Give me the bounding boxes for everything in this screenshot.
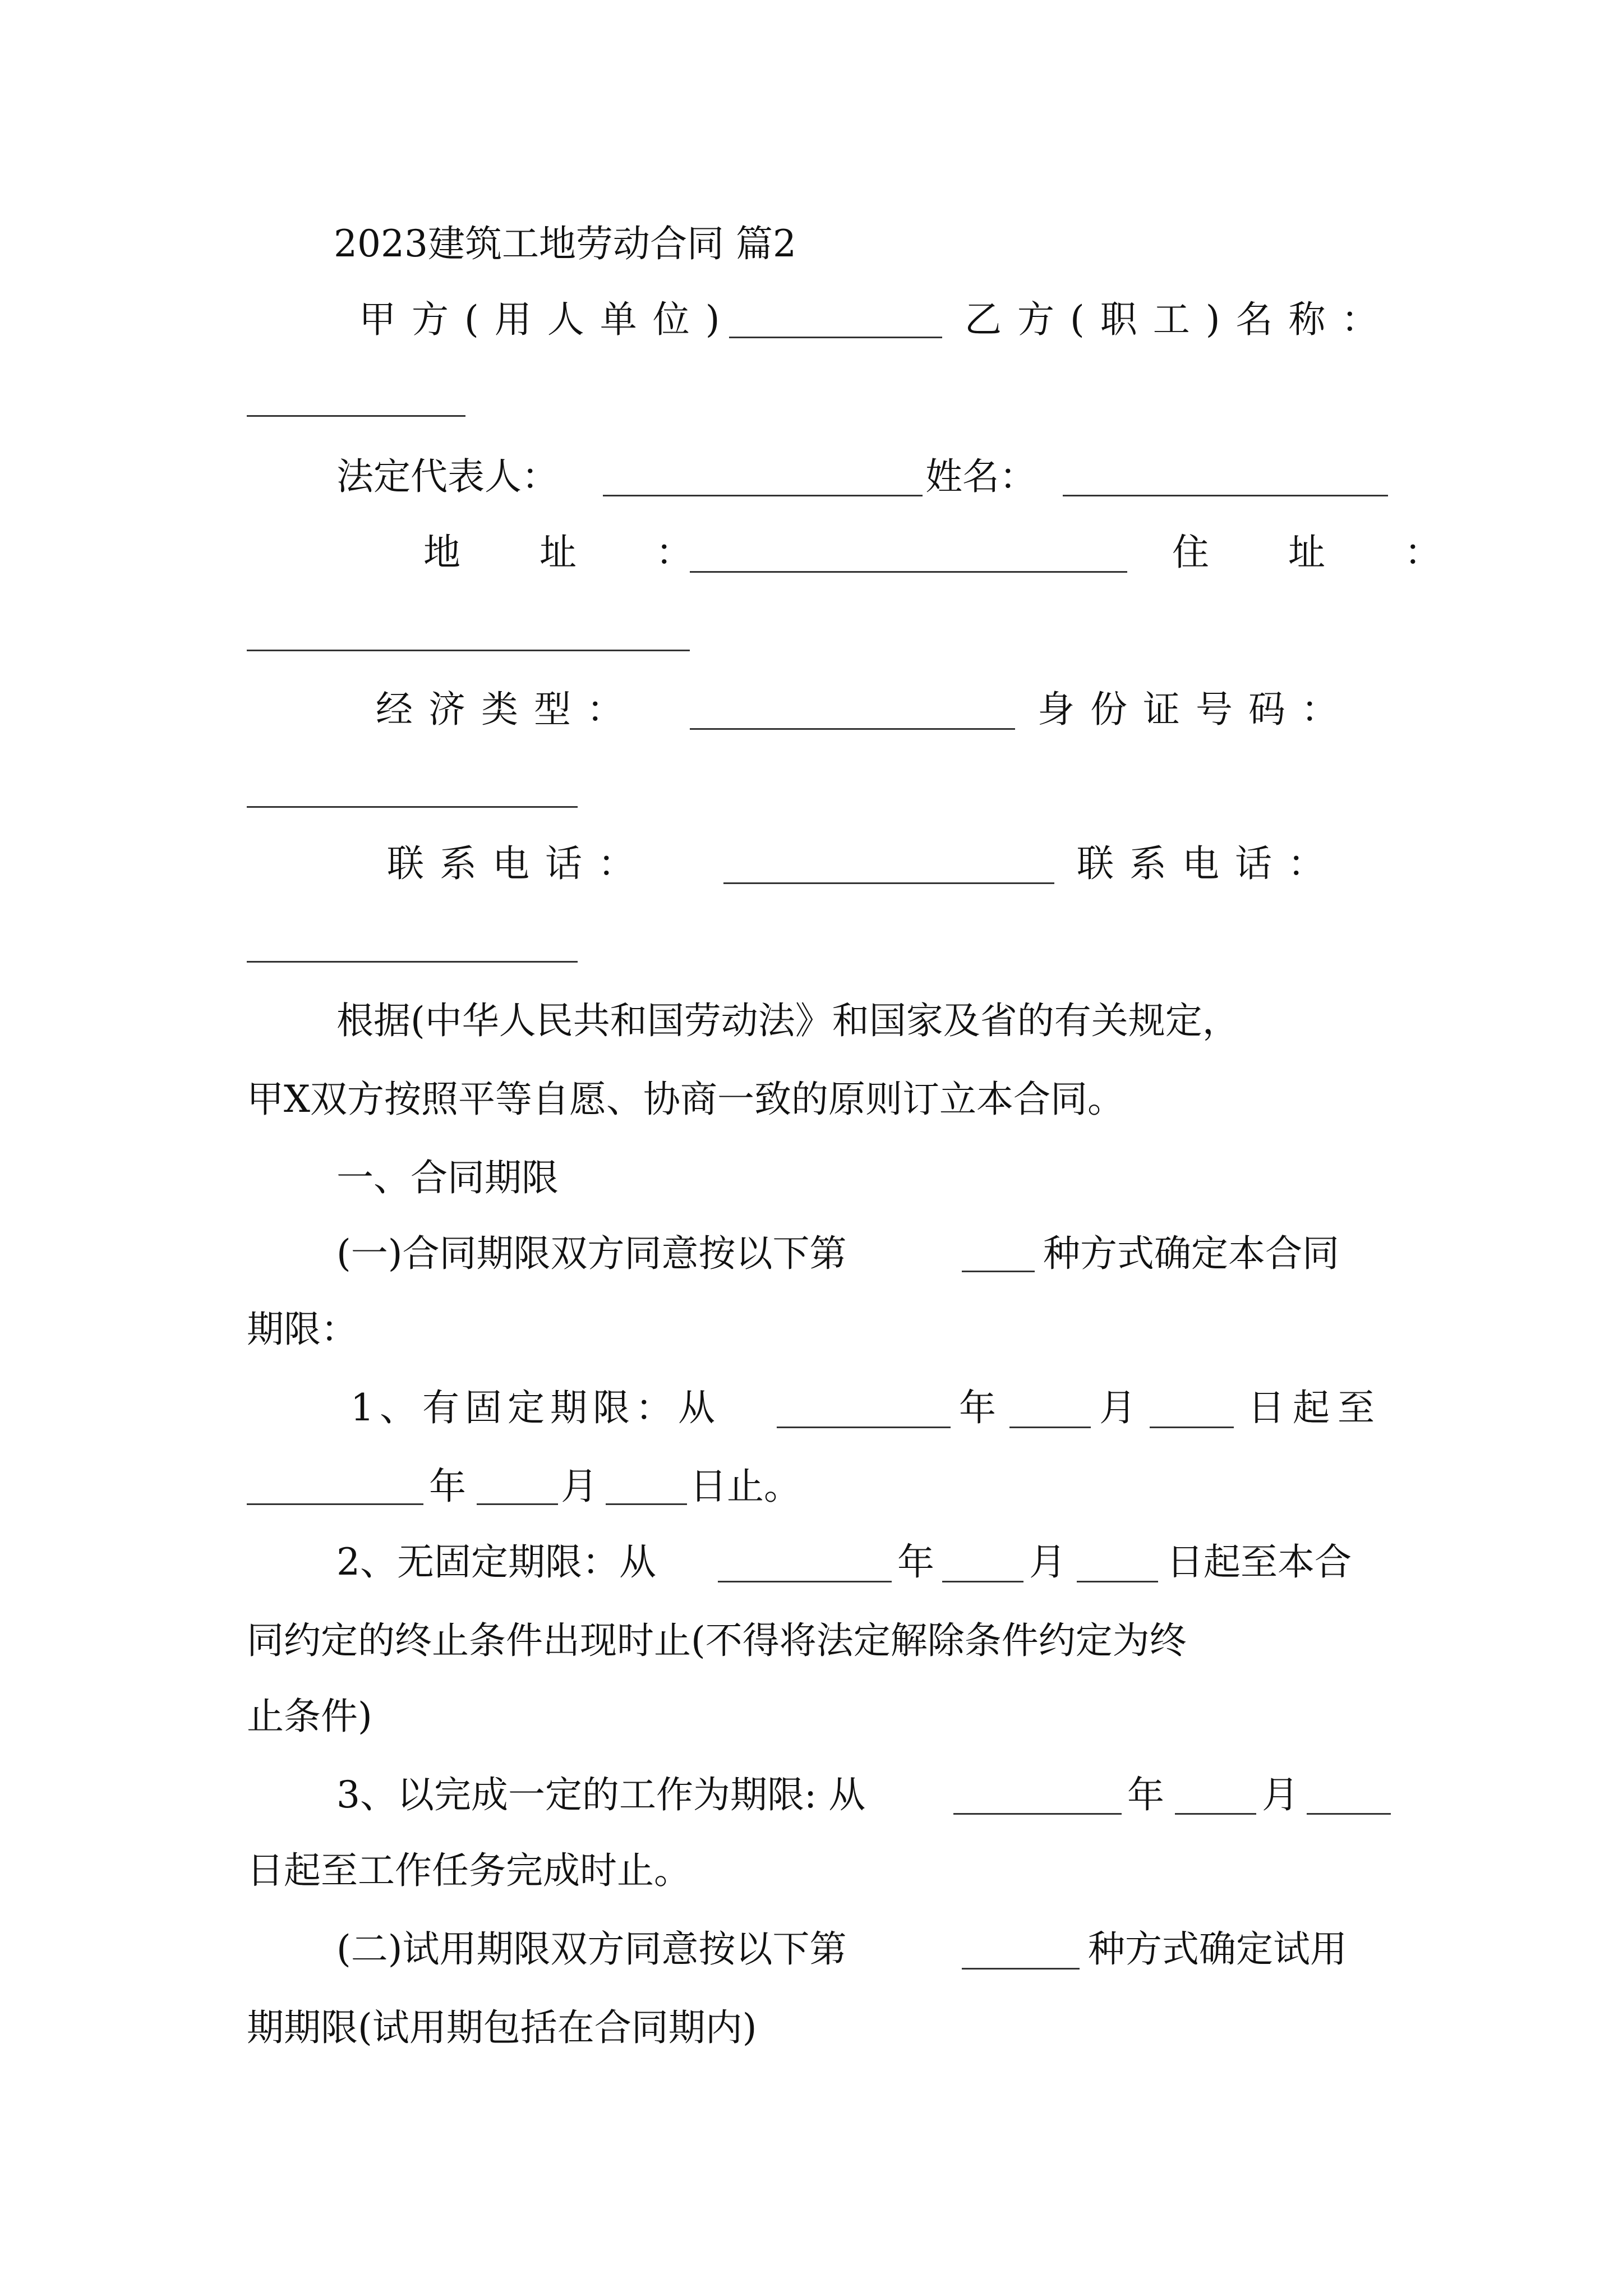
clause1-text-b: 种方式确定本合同 [1043,1232,1339,1275]
id-number-blank [247,806,578,808]
item2-year-blank [718,1581,892,1582]
legal-rep-label: 法定代表人： [336,455,559,498]
item2-year: 年 [897,1540,934,1584]
item2-tail: 日起至本合 [1166,1540,1352,1584]
residence-label: 住 址 ： [1172,531,1475,574]
party-b-blank [247,415,465,417]
address-blank [690,571,1127,573]
address-label: 地 址 ： [423,531,726,574]
econ-type-label: 经济类型： [376,688,639,731]
item1-text-a: 1、有固定期限：从 [351,1386,721,1429]
item1-day-start: 日起至 [1248,1386,1382,1429]
clause2-blank [962,1968,1080,1970]
item1-month-blank [1009,1427,1091,1428]
item1-end-year-blank [247,1503,423,1505]
legal-rep-blank [603,495,923,496]
phone-b-blank [247,961,578,963]
clause2-text-b: 种方式确定试用 [1088,1927,1347,1971]
phone-a-blank [723,882,1054,884]
clause1-text-a: (一)合同期限双方同意按以下第 [336,1232,847,1275]
item2-day-blank [1077,1581,1158,1582]
item2-month: 月 [1029,1540,1066,1584]
item3-line-2: 日起至工作任务完成时止。 [247,1849,691,1892]
item3-year: 年 [1127,1773,1164,1816]
econ-type-blank [690,728,1015,730]
item2-line-3: 止条件) [247,1695,372,1738]
item3-month: 月 [1262,1773,1299,1816]
clause1-blank [962,1271,1035,1272]
item1-year-blank [777,1427,951,1428]
phone-b-label: 联系电话： [1077,842,1340,885]
item1-end-month-blank [477,1503,558,1505]
phone-a-label: 联系电话： [387,842,651,885]
clause2-text-c: 期期限(试用期包括在合同期内) [247,2006,757,2049]
section-heading: 一、合同期限 [336,1156,559,1199]
item3-text-a: 3、以完成一定的工作为期限: 从 [336,1773,866,1816]
item1-year: 年 [959,1386,996,1429]
name-blank [1063,495,1388,496]
item2-line-2: 同约定的终止条件出现时止(不得将法定解除条件约定为终 [247,1619,1187,1662]
intro-line-2: 甲X双方按照平等自愿、协商一致的原则订立本合同。 [247,1078,1124,1121]
item3-month-blank [1175,1813,1256,1815]
party-a-blank [729,337,942,338]
item1-month: 月 [1099,1386,1136,1429]
clause2-text-a: (二)试用期限双方同意按以下第 [336,1927,847,1971]
item1-end-day-blank [606,1503,687,1505]
item1-end-month: 月 [561,1465,598,1508]
item2-month-blank [942,1581,1023,1582]
party-a-label: 甲方(用人单位) [359,298,736,341]
name-label: 姓名： [925,455,1036,498]
clause1-text-c: 期限： [247,1308,358,1351]
residence-blank [247,650,690,651]
id-number-label: 身份证号码： [1038,688,1354,731]
item3-year-blank [953,1813,1122,1815]
intro-line-1: 根据(中华人民共和国劳动法》和国家及省的有关规定， [336,999,1239,1042]
item2-text-a: 2、无固定期限：从 [336,1540,656,1584]
item1-day-end: 日止。 [690,1465,801,1508]
party-b-label: 乙方(职工)名称： [965,298,1394,341]
item1-end-year: 年 [429,1465,466,1508]
document-title: 2023建筑工地劳动合同 篇2 [334,222,796,265]
item1-day-blank [1150,1427,1234,1428]
item3-day-blank [1307,1813,1391,1815]
